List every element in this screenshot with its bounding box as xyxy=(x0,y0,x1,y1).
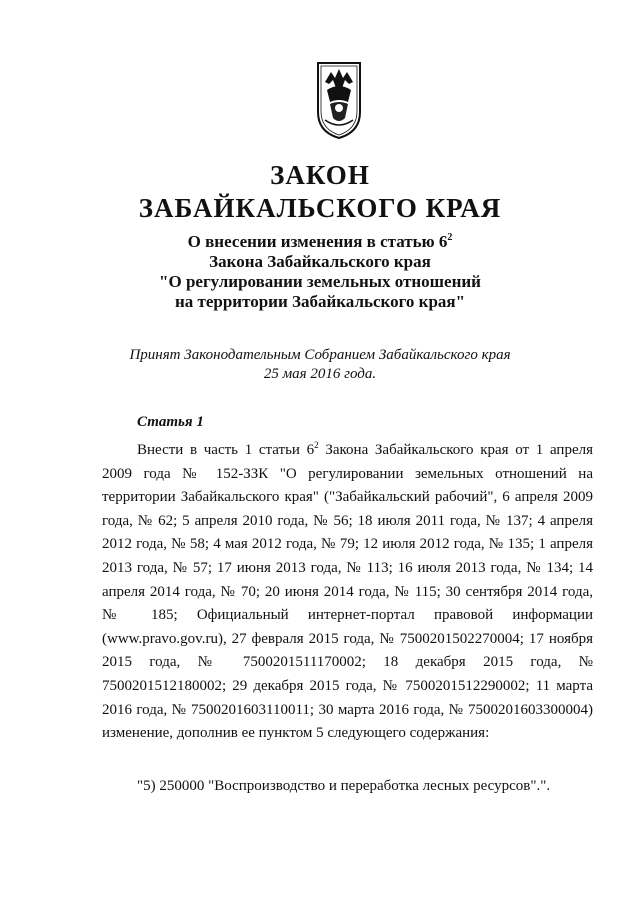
article-body xyxy=(102,439,593,746)
adoption-note xyxy=(0,346,640,384)
subtitle-line-1-text: О внесении изменения в статью 6 xyxy=(187,232,448,251)
adoption-date: 25 мая 2016 года. xyxy=(263,366,377,382)
subtitle-superscript: 2 xyxy=(447,232,453,243)
law-region-title: ЗАБАЙКАЛЬСКОГО КРАЯ xyxy=(138,193,502,223)
law-subtitle xyxy=(0,232,640,312)
law-title: ЗАКОН xyxy=(270,160,370,190)
coat-of-arms-emblem xyxy=(315,60,363,140)
adoption-line-1: Принят Законодательным Собранием Забайкальского края xyxy=(129,347,511,363)
article-text-rest: Закона Забайкальского края от 1 апреля 2009 года № 152-ЗЗК "О регулировании земельных отношений на территории Забайкальского края" ("Забайкальский рабочий", 6 апреля 2009 года, № 62; 5 апреля 2010 года, № 56; 18 июля 2011 года, № 137; 4 апреля 2012 года, № 58; 4 мая 2012 года, № 79; 12 июля 2012 года, № 135; 1 апреля 2013 года, № 57; 17 июня 2013 года, № 113; 16 июля 2013 года, № 134; 14 апреля 2014 года, № 70; 20 июня 2014 года, № 115; 30 сентября 2014 года, № 185; Официальный интернет-портал правовой информации (www.pravo.gov.ru), 27 февраля 2015 года, № 7500201502270004; 17 ноября 2015 года, № 7500201511170002; 18 декабря 2015 года, № 7500201512180002; 29 декабря 2015 года, № 7500201512290002; 11 марта 2016 года, № 7500201603110011; 30 марта 2016 года, № 7500201603300004) изменение, дополнив ее пунктом 5 следующего содержания: xyxy=(102,442,593,742)
article-text-start: Внести в часть 1 статьи 6 xyxy=(137,442,315,458)
subtitle-line-4: на территории Забайкальского края" xyxy=(174,292,466,311)
article-heading: Статья 1 xyxy=(137,414,204,430)
article-quote: "5) 250000 "Воспроизводство и переработка лесных ресурсов".". xyxy=(137,778,551,794)
subtitle-line-2: Закона Забайкальского края xyxy=(209,252,431,271)
subtitle-line-3: "О регулировании земельных отношений xyxy=(159,272,481,291)
subtitle-line-1 xyxy=(0,232,640,252)
article-superscript: 2 xyxy=(314,440,319,450)
